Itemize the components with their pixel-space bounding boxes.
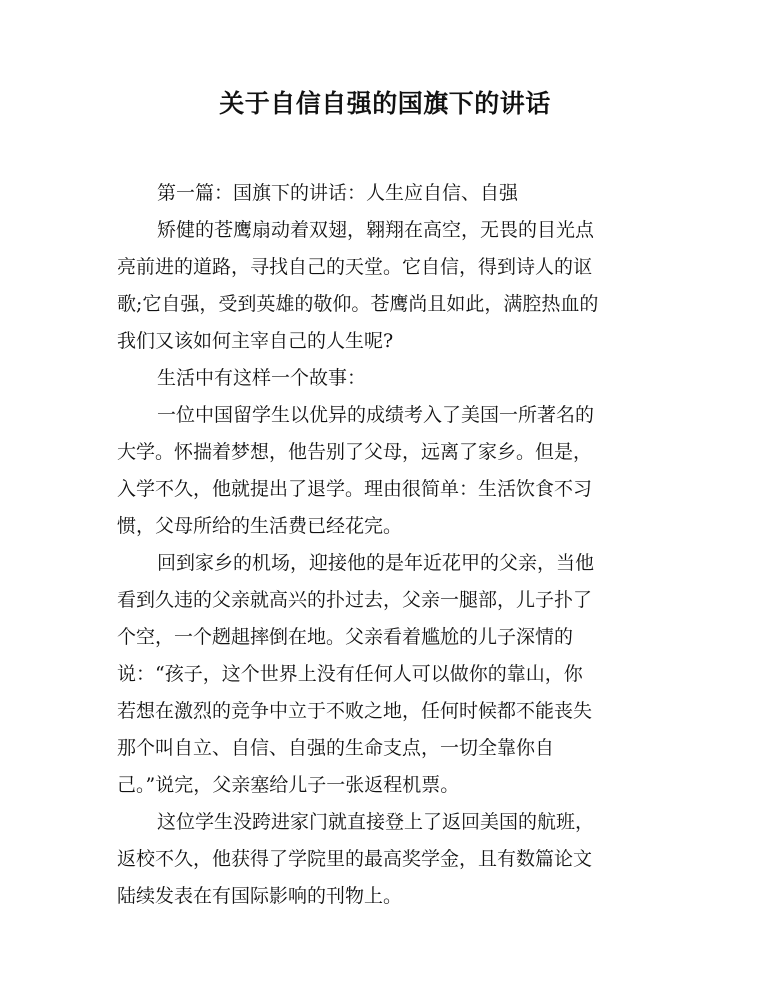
paragraph-line: 返校不久，他获得了学院里的最高奖学金，且有数篇论文 [117, 848, 593, 870]
paragraph-line: 矫健的苍鹰扇动着双翅，翱翔在高空，无畏的目光点 [157, 219, 595, 241]
paragraph-line: 亮前进的道路，寻找自己的天堂。它自信，得到诗人的讴 [117, 256, 593, 278]
paragraph-line: 大学。怀揣着梦想，他告别了父母，远离了家乡。但是， [117, 441, 593, 463]
paragraph-line: 说：“孩子，这个世界上没有任何人可以做你的靠山，你 [117, 663, 583, 685]
paragraph-line: 生活中有这样一个故事： [157, 367, 367, 389]
paragraph-line: 入学不久，他就提出了退学。理由很简单：生活饮食不习 [117, 478, 593, 500]
paragraph-line: 这位学生没跨进家门就直接登上了返回美国的航班， [157, 811, 595, 833]
section-heading: 第一篇：国旗下的讲话：人生应自信、自强 [157, 182, 519, 204]
paragraph-line: 陆续发表在有国际影响的刊物上。 [117, 885, 403, 907]
paragraph-line: 回到家乡的机场，迎接他的是年近花甲的父亲，当他 [157, 552, 595, 574]
paragraph-line: 一位中国留学生以优异的成绩考入了美国一所著名的 [157, 404, 595, 426]
page-title: 关于自信自强的国旗下的讲话 [219, 89, 551, 118]
paragraph-line: 那个叫自立、自信、自强的生命支点，一切全靠你自 [117, 737, 555, 759]
paragraph-line: 看到久违的父亲就高兴的扑过去，父亲一腿部，儿子扑了 [117, 589, 593, 611]
paragraph-line: 惯，父母所给的生活费已经花完。 [117, 515, 403, 537]
paragraph-line: 个空，一个趔趄摔倒在地。父亲看着尴尬的儿子深情的 [117, 626, 574, 648]
paragraph-line: 歌;它自强，受到英雄的敬仰。苍鹰尚且如此，满腔热血的 [117, 293, 599, 315]
paragraph-line: 若想在激烈的竞争中立于不败之地，任何时候都不能丧失 [117, 700, 593, 722]
paragraph-line: 己。”说完，父亲塞给儿子一张返程机票。 [117, 774, 460, 796]
document-body [117, 175, 645, 915]
paragraph-line: 我们又该如何主宰自己的人生呢? [117, 330, 394, 352]
